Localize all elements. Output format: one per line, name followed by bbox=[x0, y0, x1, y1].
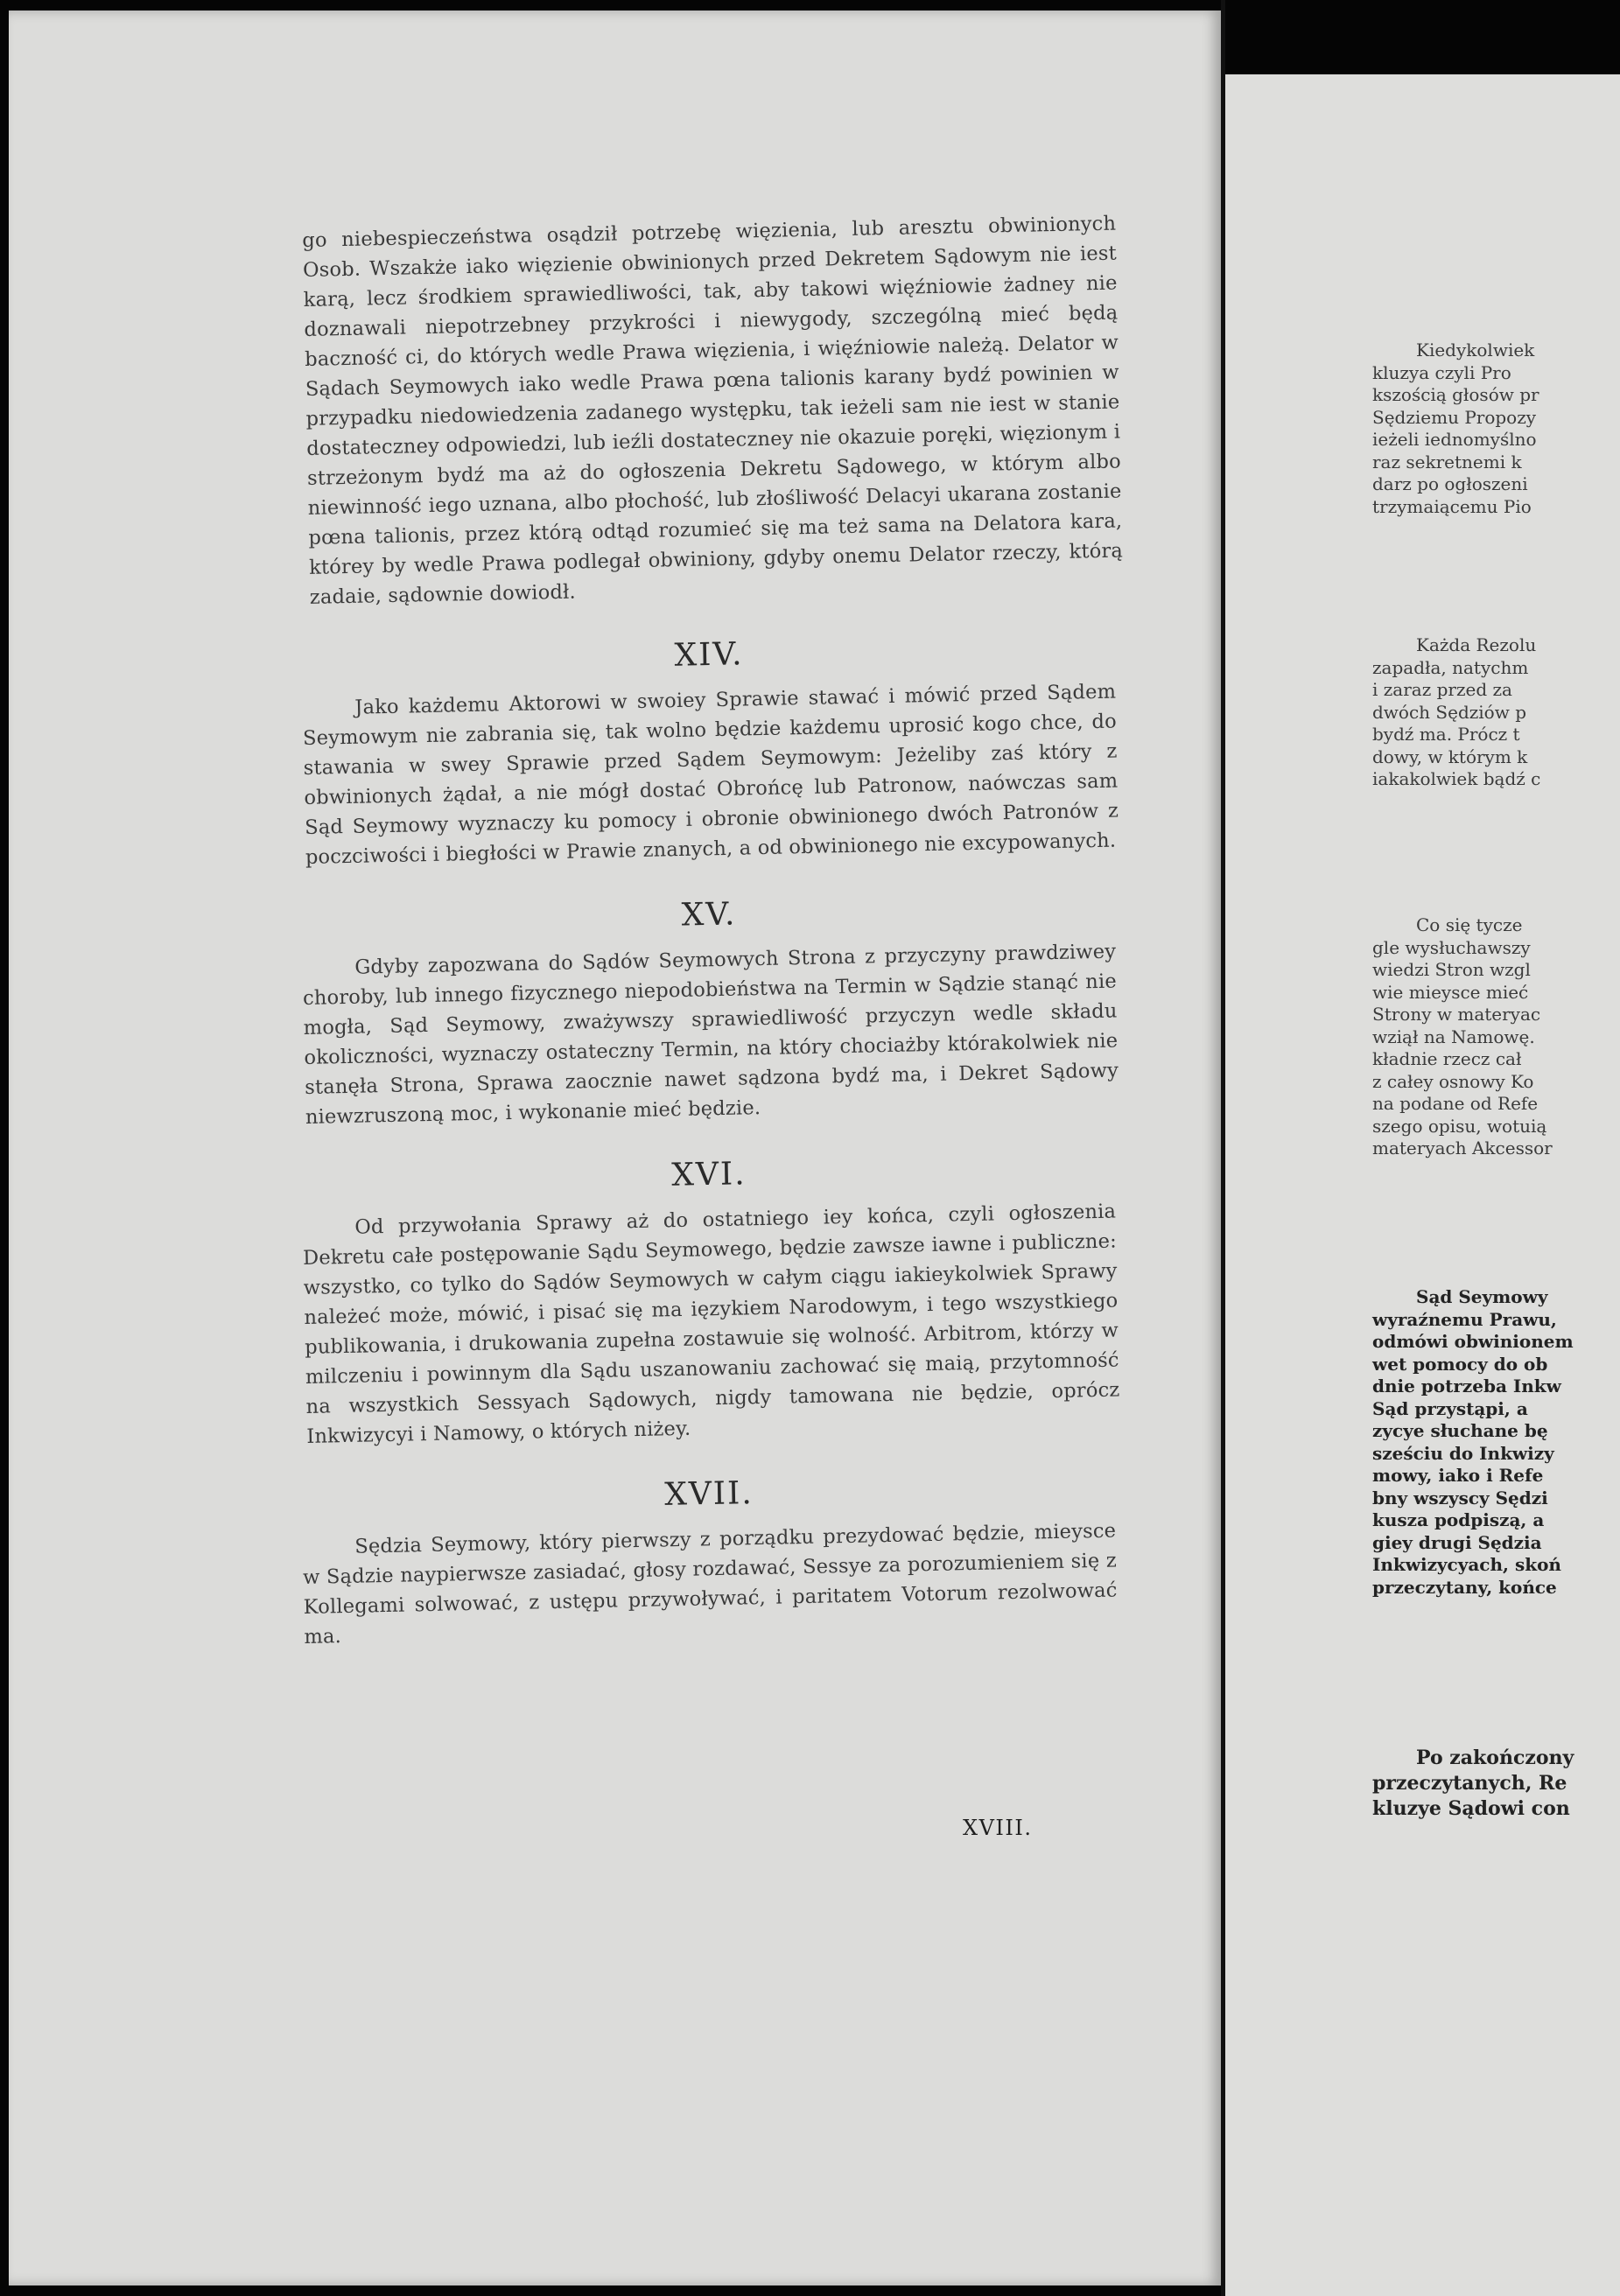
text-line: z całey osnowy Ko bbox=[1372, 1070, 1534, 1092]
text-line: giey drugi Sędzia bbox=[1372, 1531, 1542, 1553]
right-block-1 bbox=[1372, 340, 1539, 518]
text-line: wie mieysce mieć bbox=[1372, 981, 1529, 1003]
text-line: dnie potrzeba Inkw bbox=[1372, 1376, 1561, 1396]
text-line: zapadła, natychm bbox=[1372, 656, 1529, 678]
text-line: Po zakończony bbox=[1416, 1746, 1574, 1769]
text-line: kluzye Sądowi con bbox=[1372, 1797, 1570, 1820]
text-line: na podane od Refe bbox=[1372, 1093, 1539, 1114]
text-line: wet pomocy do ob bbox=[1372, 1353, 1548, 1375]
text-line: kluzya czyli Pro bbox=[1372, 361, 1511, 383]
text-line: Strony w materyac bbox=[1372, 1004, 1541, 1025]
text-line: gle wysłuchawszy bbox=[1372, 936, 1531, 958]
text-line: Sędziemu Propozy bbox=[1372, 406, 1537, 428]
section-heading-xv: XV. bbox=[681, 896, 737, 934]
text-line: Każda Rezolu bbox=[1416, 634, 1537, 655]
text-line: bny wszyscy Sędzi bbox=[1372, 1487, 1548, 1508]
paragraph-continued: go niebespieczeństwa osądził potrzebę więzienia, lub aresztu obwinionych Osob. Wszakże iako więzienie obwinionych przed Dekretem Sądowym nie iest karą, lecz środkiem sprawiedliwości, tak, aby takowi więźniowie żadney nie doznawali niepotrzebney przykrości i niewygody, szczególną mieć będą baczność ci, do których wedle Prawa więzienia, i więźniowie należą. Delator w Sądach Seymowych iako wedle Prawa pœna talionis karany bydź powinien w przypadku niedowiedzenia zadanego występku, tak ieżeli sam nie iest w stanie dostateczney odpowiedzi, lub ieźli dostateczney nie okazuie poręki, więzionym i strzeżonym bydź ma aż do ogłoszenia Dekretu Sądowego, w którym albo niewinność iego uznana, albo płochość, lub złośliwość Delacyi ukarana zostanie pœna talionis, przez którą odtąd rozumieć się ma też sama na Delatora kara, którey by wedle Prawa podlegał obwiniony, gdyby onemu Delator rzeczy, którą zadaie, sądownie dowiodł. bbox=[302, 212, 1124, 609]
text-line: kusza podpiszą, a bbox=[1372, 1509, 1545, 1530]
text-line: wiedzi Stron wzgl bbox=[1372, 959, 1531, 980]
right-block-5 bbox=[1372, 1746, 1574, 1822]
left-page-text-column bbox=[302, 212, 1124, 1652]
text-line: iakakolwiek bądź c bbox=[1372, 768, 1541, 789]
text-line: odmówi obwinionem bbox=[1372, 1331, 1574, 1352]
paragraph-xvi: Od przywołania Sprawy aż do ostatniego iey końca, czyli ogłoszenia Dekretu całe postępowanie Sądu Seymowego, będzie zawsze iawne i publiczne: wszystko, co tylko do Sądów Seymowych w całym ciągu iakieykolwiek Sprawy należeć może, mówić, i pisać się ma ięzykiem Narodowym, i tego wszystkiego publikowania, i drukowania zupełna zostawuie się wolność. Arbitrom, którzy w milczeniu i powinnym dla Sądu uszanowaniu zachować się maią, przytomność na wszystkich Sessyach Sądowych, nigdy tamowana nie będzie, oprócz Inkwizycyi i Namowy, o których niżey. bbox=[302, 1200, 1120, 1448]
text-line: przeczytany, końce bbox=[1372, 1576, 1557, 1598]
paragraph-xiv: Jako każdemu Aktorowi w swoiey Sprawie stawać i mówić przed Sądem Seymowym nie zabrania się, tak wolno będzie każdemu uprosić kogo chce, do stawania w swey Sprawie przed Sądem Seymowym: Jeżeliby zaś który z obwinionych żądał, a nie mógł dostać Obrońcę lub Patronow, naówczas sam Sąd Seymowy wyznaczy ku pomocy i obronie obwinionego dwóch Patronów z poczciwości i biegłości w Prawie znanych, a od obwinionego nie excypowanych. bbox=[302, 680, 1119, 869]
paragraph-xvii: Sędzia Seymowy, który pierwszy z porządku prezydować będzie, mieysce w Sądzie naypierwsze zasiadać, głosy rozdawać, Sessye za porozumieniem się z Kollegami solwować, z ustępu przywoływać, i paritatem Votorum rezolwować ma. bbox=[302, 1519, 1118, 1648]
right-block-2 bbox=[1372, 634, 1540, 791]
text-line: i zaraz przed za bbox=[1372, 679, 1512, 700]
right-block-3 bbox=[1372, 914, 1553, 1160]
text-line: darz po ogłoszeni bbox=[1372, 473, 1528, 494]
text-line: trzymaiącemu Pio bbox=[1372, 495, 1532, 517]
text-line: wyraźnemu Prawu, bbox=[1372, 1308, 1557, 1330]
text-line: szego opisu, wotuią bbox=[1372, 1115, 1547, 1137]
section-heading-xiv: XIV. bbox=[674, 636, 744, 674]
section-heading-xvi: XVI. bbox=[670, 1156, 747, 1194]
text-line: dowy, w którym k bbox=[1372, 746, 1528, 767]
text-line: kszością głosów pr bbox=[1372, 384, 1539, 405]
text-line: ieżeli iednomyślno bbox=[1372, 429, 1537, 450]
text-line: dwóch Sędziów p bbox=[1372, 701, 1526, 723]
text-line: przeczytanych, Re bbox=[1372, 1772, 1567, 1795]
section-heading-xvii: XVII. bbox=[663, 1475, 754, 1513]
right-page bbox=[1225, 74, 1620, 2296]
text-line: Sąd Seymowy bbox=[1416, 1286, 1548, 1307]
text-line: sześciu do Inkwizy bbox=[1372, 1442, 1554, 1464]
text-line: materyach Akcessor bbox=[1372, 1138, 1553, 1158]
text-line: mowy, iako i Refe bbox=[1372, 1465, 1544, 1486]
text-line: kładnie rzecz cał bbox=[1372, 1048, 1522, 1069]
text-line: raz sekretnemi k bbox=[1372, 451, 1522, 472]
text-line: Sąd przystąpi, a bbox=[1372, 1397, 1528, 1419]
right-block-4 bbox=[1372, 1286, 1574, 1599]
catchword: XVIII. bbox=[963, 1816, 1033, 1840]
text-line: zycye słuchane bę bbox=[1372, 1420, 1548, 1441]
text-line: Kiedykolwiek bbox=[1416, 340, 1535, 360]
text-line: wziął na Namowę. bbox=[1372, 1026, 1535, 1047]
text-line: bydź ma. Prócz t bbox=[1372, 724, 1520, 745]
text-line: Inkwizycyach, skoń bbox=[1372, 1554, 1561, 1575]
text-line: Co się tycze bbox=[1416, 914, 1523, 935]
paragraph-xv: Gdyby zapozwana do Sądów Seymowych Strona z przyczyny prawdziwey choroby, lub innego fizycznego niepodobieństwa na Termin w Sądzie stanąć nie mogła, Sąd Seymowy, zważywszy sprawiedliwość przyczyn wedle składu okoliczności, wyznaczy ostateczny Termin, na który chociażby którakolwiek nie stanęła Strona, Sprawa zaocznie nawet sądzona bydź ma, i Dekret Sądowy niewzruszoną moc, i wykonanie mieć będzie. bbox=[302, 940, 1119, 1129]
